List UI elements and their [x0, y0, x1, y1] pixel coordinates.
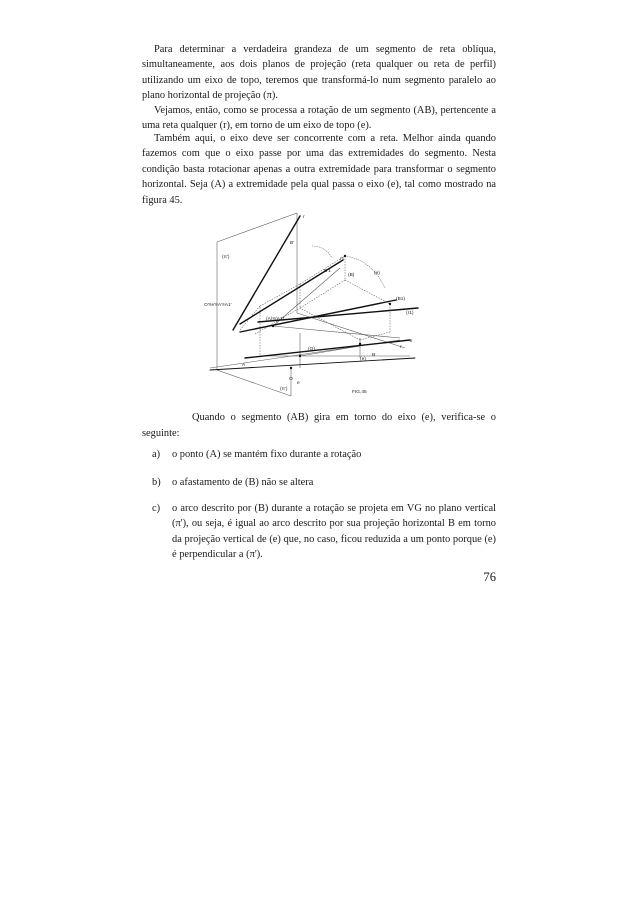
list-item-text: o arco descrito por (B) durante a rotação se projeta em VG no plano vertical (π'), ou seja, é igual ao arco descrito por sua projeção horizontal B em torno da projeção vertical de (e) que, no caso, ficou reduzida a um ponto porque (e) é perpendicular a (π').: [172, 503, 496, 561]
label-r-low: r: [400, 345, 402, 350]
paragraph-lead-in: [142, 410, 496, 442]
label-e-low: e: [297, 381, 300, 386]
list-marker: a): [152, 449, 161, 460]
label-r1: r1: [340, 257, 345, 262]
paragraph-intro: Para determinar a verdadeira grandeza de um segmento de reta oblíqua, simultaneamente, aos dois planos de projeção (reta qualquer ou reta de perfil) utilizando um eixo de topo, teremos que transformá-lo num segmento paralelo ao plano horizontal de projeção (π).: [142, 44, 496, 102]
list-item: [152, 447, 361, 462]
label-pi: (π'): [280, 387, 288, 392]
label-e-paren: (e): [374, 271, 380, 276]
paragraph-axis: Também aqui, o eixo deve ser concorrente com a reta. Melhor ainda quando fazemos com que o eixo passe por uma das extremidades do segmento. Nesta condição basta rotacionar apenas a outra extremidade para transformar o segmento horizontal. Seja (A) a extremidade pela qual passa o eixo (e), tal como mostrado na figura 45.: [142, 133, 496, 206]
projection-diagram: [200, 208, 426, 404]
label-r: r: [303, 215, 305, 220]
label-o-paren: (O): [308, 347, 315, 352]
list-item: [152, 501, 496, 563]
label-pi-prime: (π'): [222, 255, 230, 260]
list-item-text: o ponto (A) se mantém fixo durante a rotação: [172, 449, 362, 460]
label-e: (e): [360, 357, 366, 362]
label-b1-paren: (B1): [396, 297, 406, 302]
label-b-paren: (B): [348, 273, 355, 278]
list-item-text: o afastamento de (B) não se altera: [172, 477, 314, 488]
label-x-axis: x: [410, 339, 413, 344]
list-item: [152, 475, 313, 490]
list-marker: c): [152, 503, 161, 514]
list-marker: b): [152, 477, 161, 488]
label-a-a1: (A)≡(A1): [266, 317, 285, 322]
label-o-line: O'≡e'≡A'≡A1': [204, 303, 232, 308]
page-number: 76: [483, 570, 496, 584]
label-b-prime: B': [290, 241, 295, 246]
label-b: B: [372, 353, 376, 358]
label-a: A: [242, 363, 246, 368]
label-r1-paren: (r1): [406, 311, 414, 316]
paragraph-lead-in-text: Quando o segmento (AB) gira em torno do eixo (e), verifica-se o seguinte:: [142, 412, 496, 439]
label-b1-prime: B'1: [324, 269, 331, 274]
figure-caption: FIG.45: [352, 390, 367, 395]
label-o: O: [289, 377, 293, 382]
figure-45: [200, 208, 426, 404]
paragraph-rotation: Vejamos, então, como se processa a rotação de um segmento (AB), pertencente a uma reta qualquer (r), em torno de um eixo de topo (e).: [142, 105, 496, 132]
